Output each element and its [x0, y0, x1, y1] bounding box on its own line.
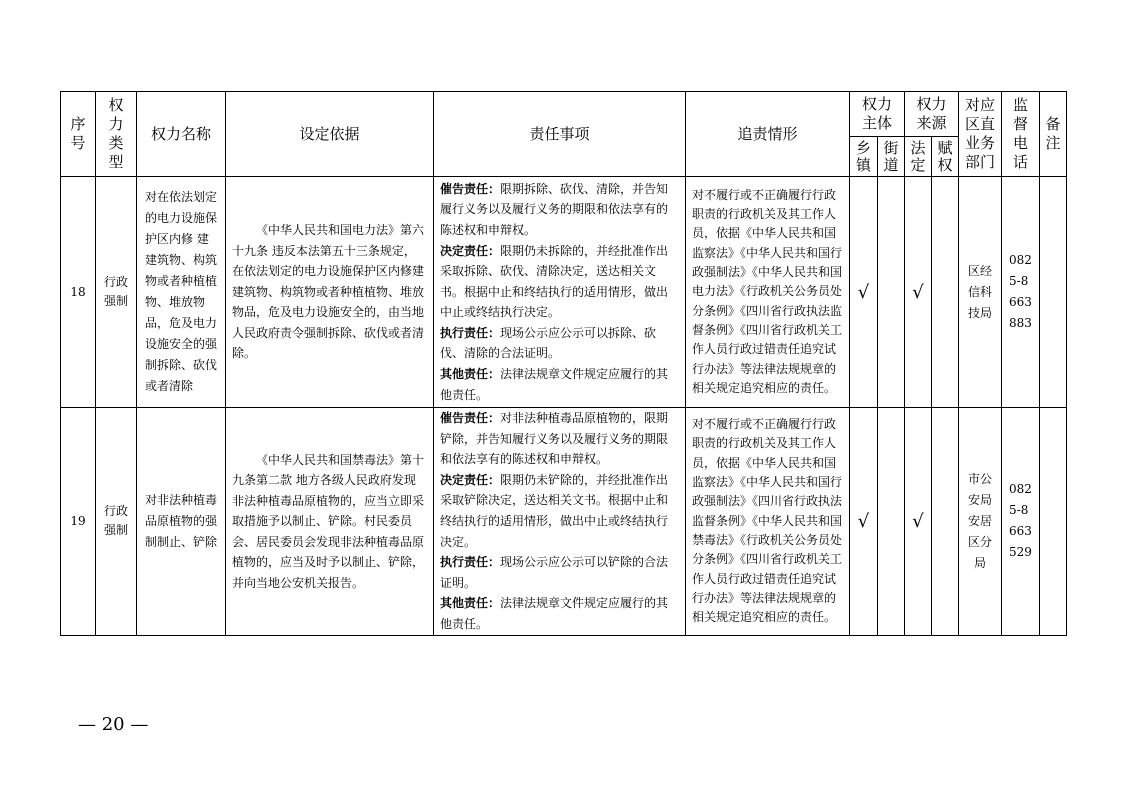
table-row	[61, 177, 1067, 408]
header-source: 权力来源	[905, 92, 959, 137]
row-accountability: 对不履行或不正确履行行政职责的行政机关及其工作人员，依据《中华人民共和国监察法》《中华人民共和国行政强制法》《中华人民共和国电力法》《行政机关公务员处分条例》《四川省行政执法监督条例》《四川省行政机关工作人员行政过错责任追究试行办法》等法律法规规章的相关规定追究相应的责任。	[686, 177, 850, 408]
table-row	[61, 408, 1067, 636]
row-seq: 19	[61, 408, 96, 636]
row-seq: 18	[61, 177, 96, 408]
row-subject-town-check: √	[850, 408, 878, 636]
page-number: — 20 —	[78, 714, 149, 735]
header-subject-street: 街道	[878, 137, 905, 177]
header-basis: 设定依据	[226, 92, 434, 177]
header-accountability: 追责情形	[686, 92, 850, 177]
row-responsibility: 催告责任：对非法种植毒品原植物的，限期铲除，并告知履行义务以及履行义务的期限和依法享有的陈述权和申辩权。 决定责任：限期仍未铲除的，并经批准作出采取铲除决定，送达相关文书。根据中止和终结执行的适用情形，做出中止或终结执行决定。 执行责任：现场公示应公示可以铲除的合法证明。 其他责任：法律法规章文件规定应履行的其他责任。	[434, 408, 686, 636]
row-source-legal-check: √	[905, 408, 932, 636]
header-subject-town: 乡镇	[850, 137, 878, 177]
header-name: 权力名称	[137, 92, 226, 177]
row-tel: 0825-8663883	[1002, 177, 1040, 408]
header-dept: 对应区直业务部门	[959, 92, 1002, 177]
header-seq: 序号	[61, 92, 96, 177]
header-source-granted: 赋权	[932, 137, 959, 177]
header-supervise-tel: 监督电话	[1002, 92, 1040, 177]
row-basis: 《中华人民共和国电力法》第六十九条 违反本法第五十三条规定，在依法划定的电力设施保护区内修建建筑物、构筑物或者种植植物、堆放物品，危及电力设施安全的，由当地人民政府责令强制拆除、砍伐或者清除。	[226, 177, 434, 408]
row-source-granted	[932, 408, 959, 636]
header-row	[61, 92, 1067, 137]
row-tel: 0825-8663529	[1002, 408, 1040, 636]
row-source-legal-check: √	[905, 177, 932, 408]
row-subject-street	[878, 408, 905, 636]
row-source-granted	[932, 177, 959, 408]
power-list-table	[60, 91, 1067, 636]
header-type: 权力类型	[96, 92, 137, 177]
row-subject-street	[878, 177, 905, 408]
row-dept: 市公安局安居区分局	[959, 408, 1002, 636]
row-subject-town-check: √	[850, 177, 878, 408]
header-subject: 权力主体	[850, 92, 905, 137]
header-responsibility: 责任事项	[434, 92, 686, 177]
row-dept: 区经信科技局	[959, 177, 1002, 408]
header-remark: 备注	[1040, 92, 1067, 177]
row-type: 行政强制	[96, 408, 137, 636]
row-responsibility: 催告责任：限期拆除、砍伐、清除，并告知履行义务以及履行义务的期限和依法享有的陈述权和申辩权。 决定责任：限期仍未拆除的，并经批准作出采取拆除、砍伐、清除决定，送达相关文书。根据中止和终结执行的适用情形，做出中止或终结执行决定。 执行责任：现场公示应公示可以拆除、砍伐、清除的合法证明。 其他责任：法律法规章文件规定应履行的其他责任。	[434, 177, 686, 408]
row-name: 对非法种植毒品原植物的强制制止、铲除	[137, 408, 226, 636]
row-remark	[1040, 408, 1067, 636]
row-type: 行政强制	[96, 177, 137, 408]
header-source-legal: 法定	[905, 137, 932, 177]
row-remark	[1040, 177, 1067, 408]
row-accountability: 对不履行或不正确履行行政职责的行政机关及其工作人员，依据《中华人民共和国监察法》《中华人民共和国行政强制法》《四川省行政执法监督条例》《中华人民共和国禁毒法》《行政机关公务员处分条例》《四川省行政机关工作人员行政过错责任追究试行办法》等法律法规规章的相关规定追究相应的责任。	[686, 408, 850, 636]
row-basis: 《中华人民共和国禁毒法》第十九条第二款 地方各级人民政府发现非法种植毒品原植物的，应当立即采取措施予以制止、铲除。村民委员会、居民委员会发现非法种植毒品原植物的，应当及时予以制止、铲除，并向当地公安机关报告。	[226, 408, 434, 636]
row-name: 对在依法划定的电力设施保护区内修 建建筑物、构筑物或者种植植物、堆放物品，危及电力设施安全的强制拆除、砍伐或者清除	[137, 177, 226, 408]
